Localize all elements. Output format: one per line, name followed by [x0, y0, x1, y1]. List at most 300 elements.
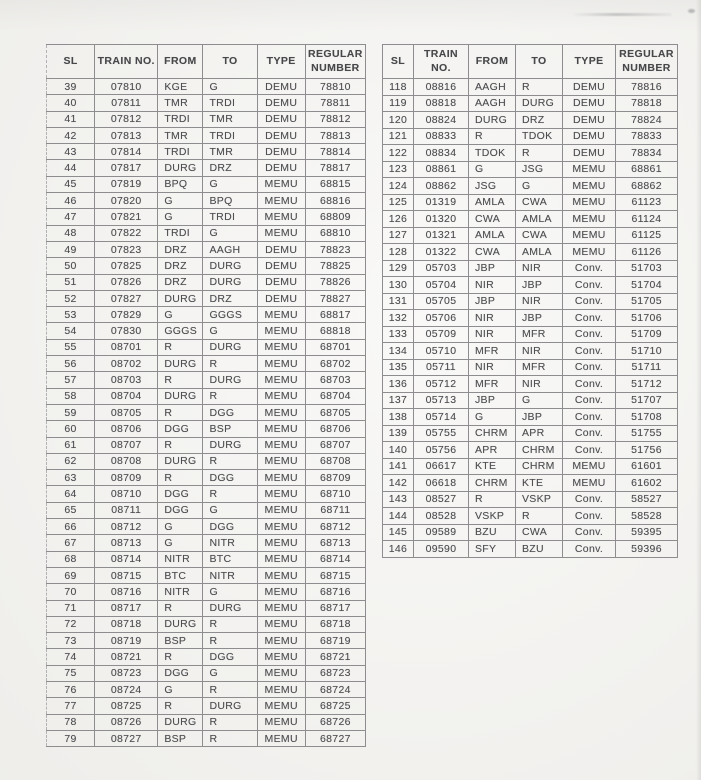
cell-train-no: 08718	[95, 616, 158, 632]
cell-regular-number: 78825	[305, 258, 365, 274]
cell-regular-number: 68726	[305, 714, 365, 730]
cell-regular-number: 61123	[616, 194, 678, 211]
cell-to: G	[203, 502, 257, 518]
cell-to: JSG	[516, 161, 563, 178]
cell-type: MEMU	[563, 161, 616, 178]
cell-type: MEMU	[257, 551, 305, 567]
cell-from: R	[469, 491, 516, 508]
cell-to: NITR	[203, 567, 257, 583]
cell-sl: 51	[47, 274, 95, 290]
table-row	[47, 486, 366, 502]
cell-from: VSKP	[469, 508, 516, 525]
cell-type: MEMU	[257, 372, 305, 388]
cell-to: DGG	[203, 649, 257, 665]
cell-to: DURG	[203, 274, 257, 290]
cell-train-no: 05703	[414, 260, 469, 277]
cell-sl: 46	[47, 193, 95, 209]
cell-regular-number: 78833	[616, 128, 678, 145]
cell-train-no: 08717	[95, 600, 158, 616]
cell-type: MEMU	[257, 519, 305, 535]
cell-regular-number: 61602	[616, 475, 678, 492]
cell-from: DRZ	[158, 241, 203, 257]
cell-to: TDOK	[516, 128, 563, 145]
table-row	[383, 293, 678, 310]
cell-from: G	[158, 307, 203, 323]
cell-regular-number: 68715	[305, 567, 365, 583]
cell-sl: 141	[383, 458, 414, 475]
table-row	[47, 193, 366, 209]
cell-from: NITR	[158, 551, 203, 567]
cell-regular-number: 68712	[305, 519, 365, 535]
cell-type: MEMU	[257, 421, 305, 437]
cell-regular-number: 78813	[305, 127, 365, 143]
cell-train-no: 08703	[95, 372, 158, 388]
cell-regular-number: 68817	[305, 307, 365, 323]
cell-from: SFY	[469, 541, 516, 558]
table-row	[383, 541, 678, 558]
table-row	[383, 194, 678, 211]
cell-regular-number: 68818	[305, 323, 365, 339]
cell-regular-number: 68721	[305, 649, 365, 665]
table-row	[47, 502, 366, 518]
table-row	[47, 290, 366, 306]
cell-to: G	[203, 225, 257, 241]
cell-train-no: 07823	[95, 241, 158, 257]
cell-type: MEMU	[257, 404, 305, 420]
table-row	[47, 372, 366, 388]
cell-sl: 42	[47, 127, 95, 143]
cell-train-no: 07820	[95, 193, 158, 209]
table-row	[383, 95, 678, 112]
cell-to: DURG	[516, 95, 563, 112]
cell-type: MEMU	[257, 502, 305, 518]
cell-to: DURG	[203, 258, 257, 274]
table-row	[47, 421, 366, 437]
cell-to: DURG	[203, 437, 257, 453]
table-row	[383, 277, 678, 294]
cell-to: CWA	[516, 524, 563, 541]
table-row	[383, 491, 678, 508]
cell-sl: 125	[383, 194, 414, 211]
cell-train-no: 08834	[414, 145, 469, 162]
cell-from: G	[469, 161, 516, 178]
table-row	[47, 241, 366, 257]
table-row	[47, 665, 366, 681]
cell-to: R	[203, 356, 257, 372]
cell-to: R	[203, 486, 257, 502]
cell-to: DURG	[203, 339, 257, 355]
cell-train-no: 08708	[95, 453, 158, 469]
cell-type: MEMU	[257, 323, 305, 339]
cell-from: G	[158, 535, 203, 551]
cell-from: DGG	[158, 421, 203, 437]
table-row	[47, 714, 366, 730]
cell-sl: 48	[47, 225, 95, 241]
cell-to: NITR	[203, 535, 257, 551]
cell-sl: 50	[47, 258, 95, 274]
cell-sl: 136	[383, 376, 414, 393]
table-row	[47, 95, 366, 111]
cell-sl: 140	[383, 442, 414, 459]
cell-train-no: 08704	[95, 388, 158, 404]
cell-from: CHRM	[469, 475, 516, 492]
cell-type: MEMU	[563, 227, 616, 244]
cell-type: DEMU	[257, 127, 305, 143]
cell-train-no: 07826	[95, 274, 158, 290]
cell-regular-number: 59395	[616, 524, 678, 541]
cell-type: DEMU	[257, 290, 305, 306]
table-row	[47, 698, 366, 714]
cell-train-no: 08701	[95, 339, 158, 355]
table-row	[47, 307, 366, 323]
cell-sl: 137	[383, 392, 414, 409]
cell-from: DURG	[158, 290, 203, 306]
cell-type: DEMU	[257, 144, 305, 160]
cell-sl: 52	[47, 290, 95, 306]
cell-to: AMLA	[516, 244, 563, 261]
cell-from: CWA	[469, 211, 516, 228]
cell-regular-number: 51712	[616, 376, 678, 393]
table-row	[383, 178, 678, 195]
cell-regular-number: 68861	[616, 161, 678, 178]
cell-train-no: 07810	[95, 79, 158, 95]
cell-from: DURG	[158, 356, 203, 372]
cell-from: DURG	[158, 616, 203, 632]
cell-to: MFR	[516, 359, 563, 376]
cell-type: Conv.	[563, 491, 616, 508]
cell-train-no: 07827	[95, 290, 158, 306]
cell-from: BPQ	[158, 176, 203, 192]
cell-from: TDOK	[469, 145, 516, 162]
cell-regular-number: 61124	[616, 211, 678, 228]
cell-regular-number: 68703	[305, 372, 365, 388]
column-header-to: TO	[203, 45, 257, 79]
cell-to: DGG	[203, 404, 257, 420]
column-header-regular-number: REGULAR NUMBER	[305, 45, 365, 79]
cell-regular-number: 68719	[305, 633, 365, 649]
cell-regular-number: 68706	[305, 421, 365, 437]
cell-from: TRDI	[158, 225, 203, 241]
cell-type: Conv.	[563, 442, 616, 459]
cell-regular-number: 51756	[616, 442, 678, 459]
cell-type: Conv.	[563, 425, 616, 442]
table-row	[47, 274, 366, 290]
cell-type: MEMU	[563, 178, 616, 195]
table-row	[47, 616, 366, 632]
table-row	[383, 376, 678, 393]
cell-sl: 135	[383, 359, 414, 376]
cell-type: MEMU	[257, 193, 305, 209]
column-header-sl: SL	[383, 45, 414, 79]
cell-regular-number: 68707	[305, 437, 365, 453]
cell-type: Conv.	[563, 310, 616, 327]
cell-from: R	[158, 372, 203, 388]
table-row	[383, 128, 678, 145]
cell-regular-number: 68702	[305, 356, 365, 372]
cell-regular-number: 68716	[305, 584, 365, 600]
cell-to: VSKP	[516, 491, 563, 508]
cell-regular-number: 61125	[616, 227, 678, 244]
cell-sl: 123	[383, 161, 414, 178]
cell-sl: 67	[47, 535, 95, 551]
cell-to: BPQ	[203, 193, 257, 209]
cell-train-no: 08716	[95, 584, 158, 600]
cell-type: MEMU	[257, 567, 305, 583]
cell-to: AAGH	[203, 241, 257, 257]
cell-to: JBP	[516, 409, 563, 426]
cell-from: BSP	[158, 730, 203, 746]
cell-sl: 145	[383, 524, 414, 541]
cell-to: CWA	[516, 194, 563, 211]
header-row	[383, 45, 678, 79]
cell-from: DGG	[158, 486, 203, 502]
table-row	[383, 343, 678, 360]
column-header-to: TO	[516, 45, 563, 79]
cell-regular-number: 78810	[305, 79, 365, 95]
cell-type: Conv.	[563, 277, 616, 294]
table-row	[47, 339, 366, 355]
cell-train-no: 08724	[95, 681, 158, 697]
cell-to: CHRM	[516, 458, 563, 475]
cell-train-no: 08715	[95, 567, 158, 583]
table-row	[383, 161, 678, 178]
table-row	[47, 470, 366, 486]
table-row	[383, 244, 678, 261]
cell-from: DURG	[469, 112, 516, 129]
cell-sl: 130	[383, 277, 414, 294]
cell-sl: 76	[47, 681, 95, 697]
cell-to: DRZ	[203, 160, 257, 176]
cell-to: DGG	[203, 470, 257, 486]
cell-to: R	[516, 79, 563, 96]
cell-type: MEMU	[257, 339, 305, 355]
cell-from: DURG	[158, 160, 203, 176]
cell-sl: 62	[47, 453, 95, 469]
cell-sl: 77	[47, 698, 95, 714]
cell-from: MFR	[469, 376, 516, 393]
cell-sl: 44	[47, 160, 95, 176]
cell-sl: 70	[47, 584, 95, 600]
table-row	[47, 209, 366, 225]
cell-from: G	[158, 681, 203, 697]
cell-sl: 63	[47, 470, 95, 486]
cell-type: DEMU	[257, 79, 305, 95]
cell-type: Conv.	[563, 343, 616, 360]
cell-regular-number: 68709	[305, 470, 365, 486]
cell-from: JBP	[469, 260, 516, 277]
cell-to: TRDI	[203, 95, 257, 111]
cell-type: MEMU	[257, 209, 305, 225]
cell-train-no: 08723	[95, 665, 158, 681]
cell-from: G	[469, 409, 516, 426]
cell-sl: 47	[47, 209, 95, 225]
cell-type: MEMU	[563, 194, 616, 211]
table-row	[383, 392, 678, 409]
cell-from: AMLA	[469, 227, 516, 244]
cell-regular-number: 58528	[616, 508, 678, 525]
cell-from: DGG	[158, 502, 203, 518]
cell-regular-number: 68704	[305, 388, 365, 404]
cell-from: G	[158, 519, 203, 535]
cell-from: NIR	[469, 310, 516, 327]
table-row	[383, 326, 678, 343]
table-row	[47, 404, 366, 420]
cell-sl: 43	[47, 144, 95, 160]
cell-to: G	[516, 392, 563, 409]
table-row	[383, 458, 678, 475]
cell-to: G	[203, 79, 257, 95]
cell-to: R	[203, 714, 257, 730]
cell-sl: 58	[47, 388, 95, 404]
cell-sl: 66	[47, 519, 95, 535]
cell-from: TRDI	[158, 144, 203, 160]
cell-train-no: 07825	[95, 258, 158, 274]
cell-to: BZU	[516, 541, 563, 558]
cell-from: MFR	[469, 343, 516, 360]
cell-type: DEMU	[257, 111, 305, 127]
cell-train-no: 08818	[414, 95, 469, 112]
cell-from: DRZ	[158, 258, 203, 274]
cell-sl: 143	[383, 491, 414, 508]
cell-regular-number: 68810	[305, 225, 365, 241]
cell-to: NIR	[516, 343, 563, 360]
cell-sl: 133	[383, 326, 414, 343]
cell-regular-number: 61126	[616, 244, 678, 261]
cell-type: MEMU	[257, 453, 305, 469]
cell-from: DURG	[158, 388, 203, 404]
cell-from: JBP	[469, 293, 516, 310]
cell-sl: 53	[47, 307, 95, 323]
cell-from: APR	[469, 442, 516, 459]
cell-type: MEMU	[257, 437, 305, 453]
table-row	[383, 425, 678, 442]
cell-to: DRZ	[203, 290, 257, 306]
cell-train-no: 08726	[95, 714, 158, 730]
cell-type: DEMU	[563, 145, 616, 162]
cell-from: GGGS	[158, 323, 203, 339]
cell-to: JBP	[516, 277, 563, 294]
cell-type: DEMU	[257, 95, 305, 111]
cell-to: APR	[516, 425, 563, 442]
cell-regular-number: 78834	[616, 145, 678, 162]
cell-type: MEMU	[257, 633, 305, 649]
cell-regular-number: 51704	[616, 277, 678, 294]
cell-sl: 138	[383, 409, 414, 426]
cell-from: DRZ	[158, 274, 203, 290]
cell-train-no: 08721	[95, 649, 158, 665]
table-row	[383, 145, 678, 162]
table-row	[383, 310, 678, 327]
cell-from: G	[158, 209, 203, 225]
cell-sl: 41	[47, 111, 95, 127]
table-row	[383, 508, 678, 525]
cell-sl: 122	[383, 145, 414, 162]
cell-sl: 120	[383, 112, 414, 129]
cell-type: DEMU	[563, 128, 616, 145]
cell-regular-number: 68815	[305, 176, 365, 192]
cell-sl: 69	[47, 567, 95, 583]
column-header-train-no: TRAIN NO.	[414, 45, 469, 79]
cell-type: DEMU	[563, 95, 616, 112]
cell-to: MFR	[516, 326, 563, 343]
cell-to: G	[516, 178, 563, 195]
cell-train-no: 07821	[95, 209, 158, 225]
table-row	[47, 356, 366, 372]
cell-sl: 121	[383, 128, 414, 145]
cell-train-no: 07811	[95, 95, 158, 111]
scan-speck-artifact	[688, 9, 695, 13]
table-row	[47, 453, 366, 469]
cell-from: DURG	[158, 453, 203, 469]
cell-regular-number: 51711	[616, 359, 678, 376]
cell-from: R	[158, 339, 203, 355]
cell-train-no: 08712	[95, 519, 158, 535]
table-row	[47, 681, 366, 697]
cell-regular-number: 68701	[305, 339, 365, 355]
cell-train-no: 08824	[414, 112, 469, 129]
cell-from: DGG	[158, 665, 203, 681]
cell-from: NITR	[158, 584, 203, 600]
cell-regular-number: 51703	[616, 260, 678, 277]
cell-regular-number: 51710	[616, 343, 678, 360]
cell-train-no: 08705	[95, 404, 158, 420]
cell-sl: 124	[383, 178, 414, 195]
cell-regular-number: 78818	[616, 95, 678, 112]
cell-to: AMLA	[516, 211, 563, 228]
cell-type: DEMU	[563, 112, 616, 129]
cell-sl: 74	[47, 649, 95, 665]
cell-sl: 128	[383, 244, 414, 261]
cell-type: MEMU	[563, 458, 616, 475]
cell-sl: 61	[47, 437, 95, 453]
cell-type: MEMU	[257, 730, 305, 746]
cell-train-no: 07822	[95, 225, 158, 241]
cell-type: MEMU	[257, 307, 305, 323]
cell-sl: 78	[47, 714, 95, 730]
cell-regular-number: 51705	[616, 293, 678, 310]
column-header-from: FROM	[158, 45, 203, 79]
cell-regular-number: 58527	[616, 491, 678, 508]
cell-regular-number: 68711	[305, 502, 365, 518]
cell-train-no: 01319	[414, 194, 469, 211]
cell-to: JBP	[516, 310, 563, 327]
cell-type: DEMU	[257, 241, 305, 257]
cell-from: R	[469, 128, 516, 145]
cell-sl: 127	[383, 227, 414, 244]
cell-from: NIR	[469, 359, 516, 376]
cell-to: BTC	[203, 551, 257, 567]
cell-to: NIR	[516, 260, 563, 277]
cell-sl: 142	[383, 475, 414, 492]
cell-train-no: 06617	[414, 458, 469, 475]
cell-type: MEMU	[257, 356, 305, 372]
cell-train-no: 09590	[414, 541, 469, 558]
cell-train-no: 08833	[414, 128, 469, 145]
cell-from: BSP	[158, 633, 203, 649]
cell-sl: 65	[47, 502, 95, 518]
cell-from: KGE	[158, 79, 203, 95]
cell-type: MEMU	[257, 616, 305, 632]
table-row	[47, 437, 366, 453]
table-row	[383, 359, 678, 376]
cell-train-no: 05755	[414, 425, 469, 442]
cell-from: CHRM	[469, 425, 516, 442]
table-row	[47, 127, 366, 143]
cell-to: R	[203, 453, 257, 469]
cell-from: R	[158, 600, 203, 616]
table-row	[383, 475, 678, 492]
cell-type: Conv.	[563, 326, 616, 343]
